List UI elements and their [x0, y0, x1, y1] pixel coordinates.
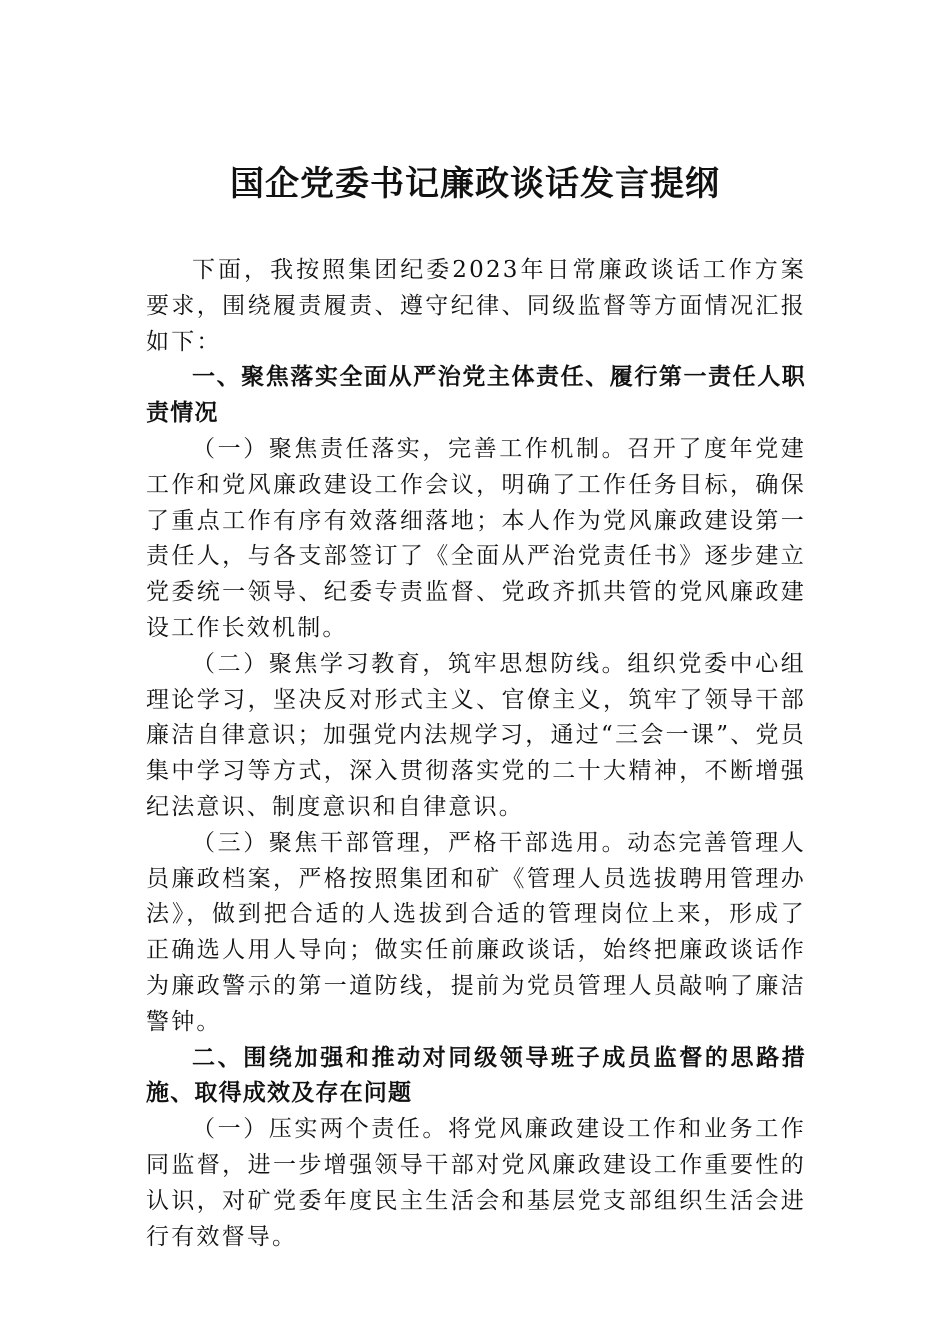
document-body	[146, 253, 806, 1255]
section-1-paragraph-3: （三）聚焦干部管理，严格干部选用。动态完善管理人员廉政档案，严格按照集团和矿《管理人员选拔聘用管理办法》，做到把合适的人选拔到合适的管理岗位上来，形成了正确选人用人导向；做实任前廉政谈话，始终把廉政谈话作为廉政警示的第一道防线，提前为党员管理人员敲响了廉洁警钟。	[146, 829, 806, 1035]
section-1-paragraph-2: （二）聚焦学习教育，筑牢思想防线。组织党委中心组理论学习，坚决反对形式主义、官僚主义，筑牢了领导干部廉洁自律意识；加强党内法规学习，通过“三会一课”、党员集中学习等方式，深入贯彻落实党的二十大精神，不断增强纪法意识、制度意识和自律意识。	[146, 650, 806, 820]
document-title: 国企党委书记廉政谈话发言提纲	[230, 164, 720, 204]
section-heading-1: 一、聚焦落实全面从严治党主体责任、履行第一责任人职责情况	[146, 364, 806, 427]
section-heading-2: 二、围绕加强和推动对同级领导班子成员监督的思路措施、取得成效及存在问题	[146, 1044, 806, 1107]
section-2-paragraph-1: （一）压实两个责任。将党风廉政建设工作和业务工作同监督，进一步增强领导干部对党风廉政建设工作重要性的认识，对矿党委年度民主生活会和基层党支部组织生活会进行有效督导。	[146, 1116, 806, 1250]
intro-paragraph: 下面，我按照集团纪委2023年日常廉政谈话工作方案要求，围绕履责履责、遵守纪律、同级监督等方面情况汇报如下：	[146, 257, 806, 355]
section-1-paragraph-1: （一）聚焦责任落实，完善工作机制。召开了度年党建工作和党风廉政建设工作会议，明确了工作任务目标，确保了重点工作有序有效落细落地；本人作为党风廉政建设第一责任人，与各支部签订了《全面从严治党责任书》逐步建立党委统一领导、纪委专责监督、党政齐抓共管的党风廉政建设工作长效机制。	[146, 435, 806, 641]
